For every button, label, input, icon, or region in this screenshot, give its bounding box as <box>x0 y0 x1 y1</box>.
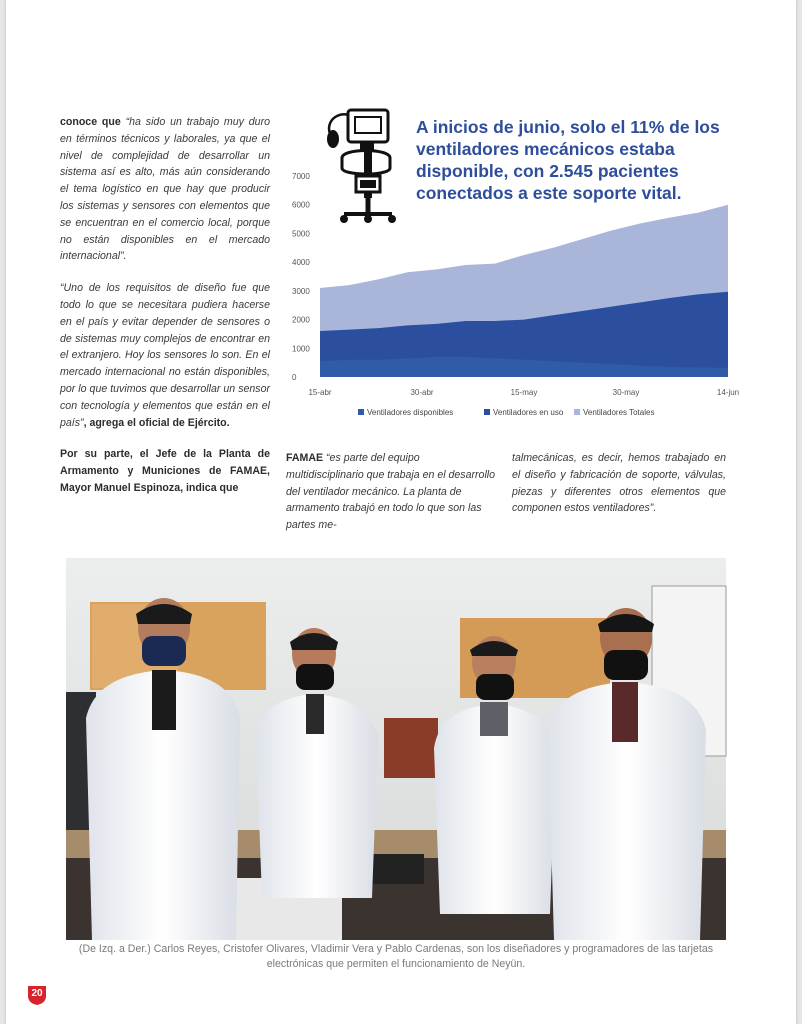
y-tick-label: 5000 <box>292 229 310 239</box>
paragraph-3: Por su parte, el Jefe de la Planta de Armamento y Municiones de FAMAE, Mayor Manuel Espinoza, indica que <box>60 448 270 494</box>
legend-swatch <box>484 409 490 415</box>
chart-headline: A inicios de junio, solo el 11% de los ventiladores mecánicos estaba disponible, con 2.545 pacientes conectados a este soporte vital. <box>416 117 720 203</box>
y-tick-label: 3000 <box>292 286 310 296</box>
right-column: talmecánicas, es decir, hemos trabajado en el diseño y fabricación de soporte, válvulas, piezas y diferentes otros elementos que componen estos ventiladores”. <box>512 452 726 515</box>
legend-label: Ventiladores Totales <box>583 408 655 417</box>
y-tick-label: 6000 <box>292 200 310 210</box>
y-tick-label: 1000 <box>292 344 310 354</box>
y-tick-label: 2000 <box>292 315 310 325</box>
legend-swatch <box>358 409 364 415</box>
x-tick-label: 30-may <box>612 388 640 397</box>
magazine-page <box>6 0 796 1024</box>
paragraph-1: conoce que “ha sido un trabajo muy duro en términos técnicos y laborales, ya que el nivel de complejidad de desarrollar un sistema así es alto, más aún considerando el tema logístico en que hay que producir los sistemas y sensores con elementos que se encuentran en el comercio local, porque no están disponibles en el mercado internacional”. <box>60 116 270 263</box>
y-tick-label: 0 <box>292 373 297 382</box>
x-tick-label: 15-may <box>510 388 538 397</box>
legend-label: Ventiladores en uso <box>493 408 564 417</box>
paragraph-2: “Uno de los requisitos de diseño fue que todo lo que se necesitara pudiera hacerse en el país y evitar depender de sensores o de sistemas muy complejos de encontrar en el extranjero. Hoy los sensores lo son. En el mercado internacional no están disponibles, por lo que tuvimos que desarrollar un sensor con tecnología y elementos que están en el país”, agrega el oficial de Ejército. <box>60 282 270 429</box>
x-tick-label: 15-abr <box>308 388 332 397</box>
ventilators-area-chart <box>286 170 740 425</box>
left-column <box>60 114 270 497</box>
x-tick-label: 30-abr <box>410 388 434 397</box>
page-number: 20 <box>31 988 43 999</box>
middle-column: FAMAE “es parte del equipo multidisciplinario que trabaja en el desarrollo del ventilador mecánico. La planta de armamento trabajó en todo lo que son las partes me- <box>286 452 496 532</box>
legend-label: Ventiladores disponibles <box>367 408 454 417</box>
team-photo <box>66 558 726 940</box>
y-tick-label: 4000 <box>292 258 310 268</box>
page-number-badge <box>26 984 48 1006</box>
photo-caption: (De Izq. a Der.) Carlos Reyes, Cristofer Olivares, Vladimir Vera y Pablo Cardenas, son los diseñadores y programadores de las tarjetas electrónicas que permiten el funcionamiento de Neyün. <box>78 943 714 970</box>
legend-swatch <box>574 409 580 415</box>
y-tick-label: 7000 <box>292 172 310 181</box>
x-tick-label: 14-jun <box>716 388 740 397</box>
